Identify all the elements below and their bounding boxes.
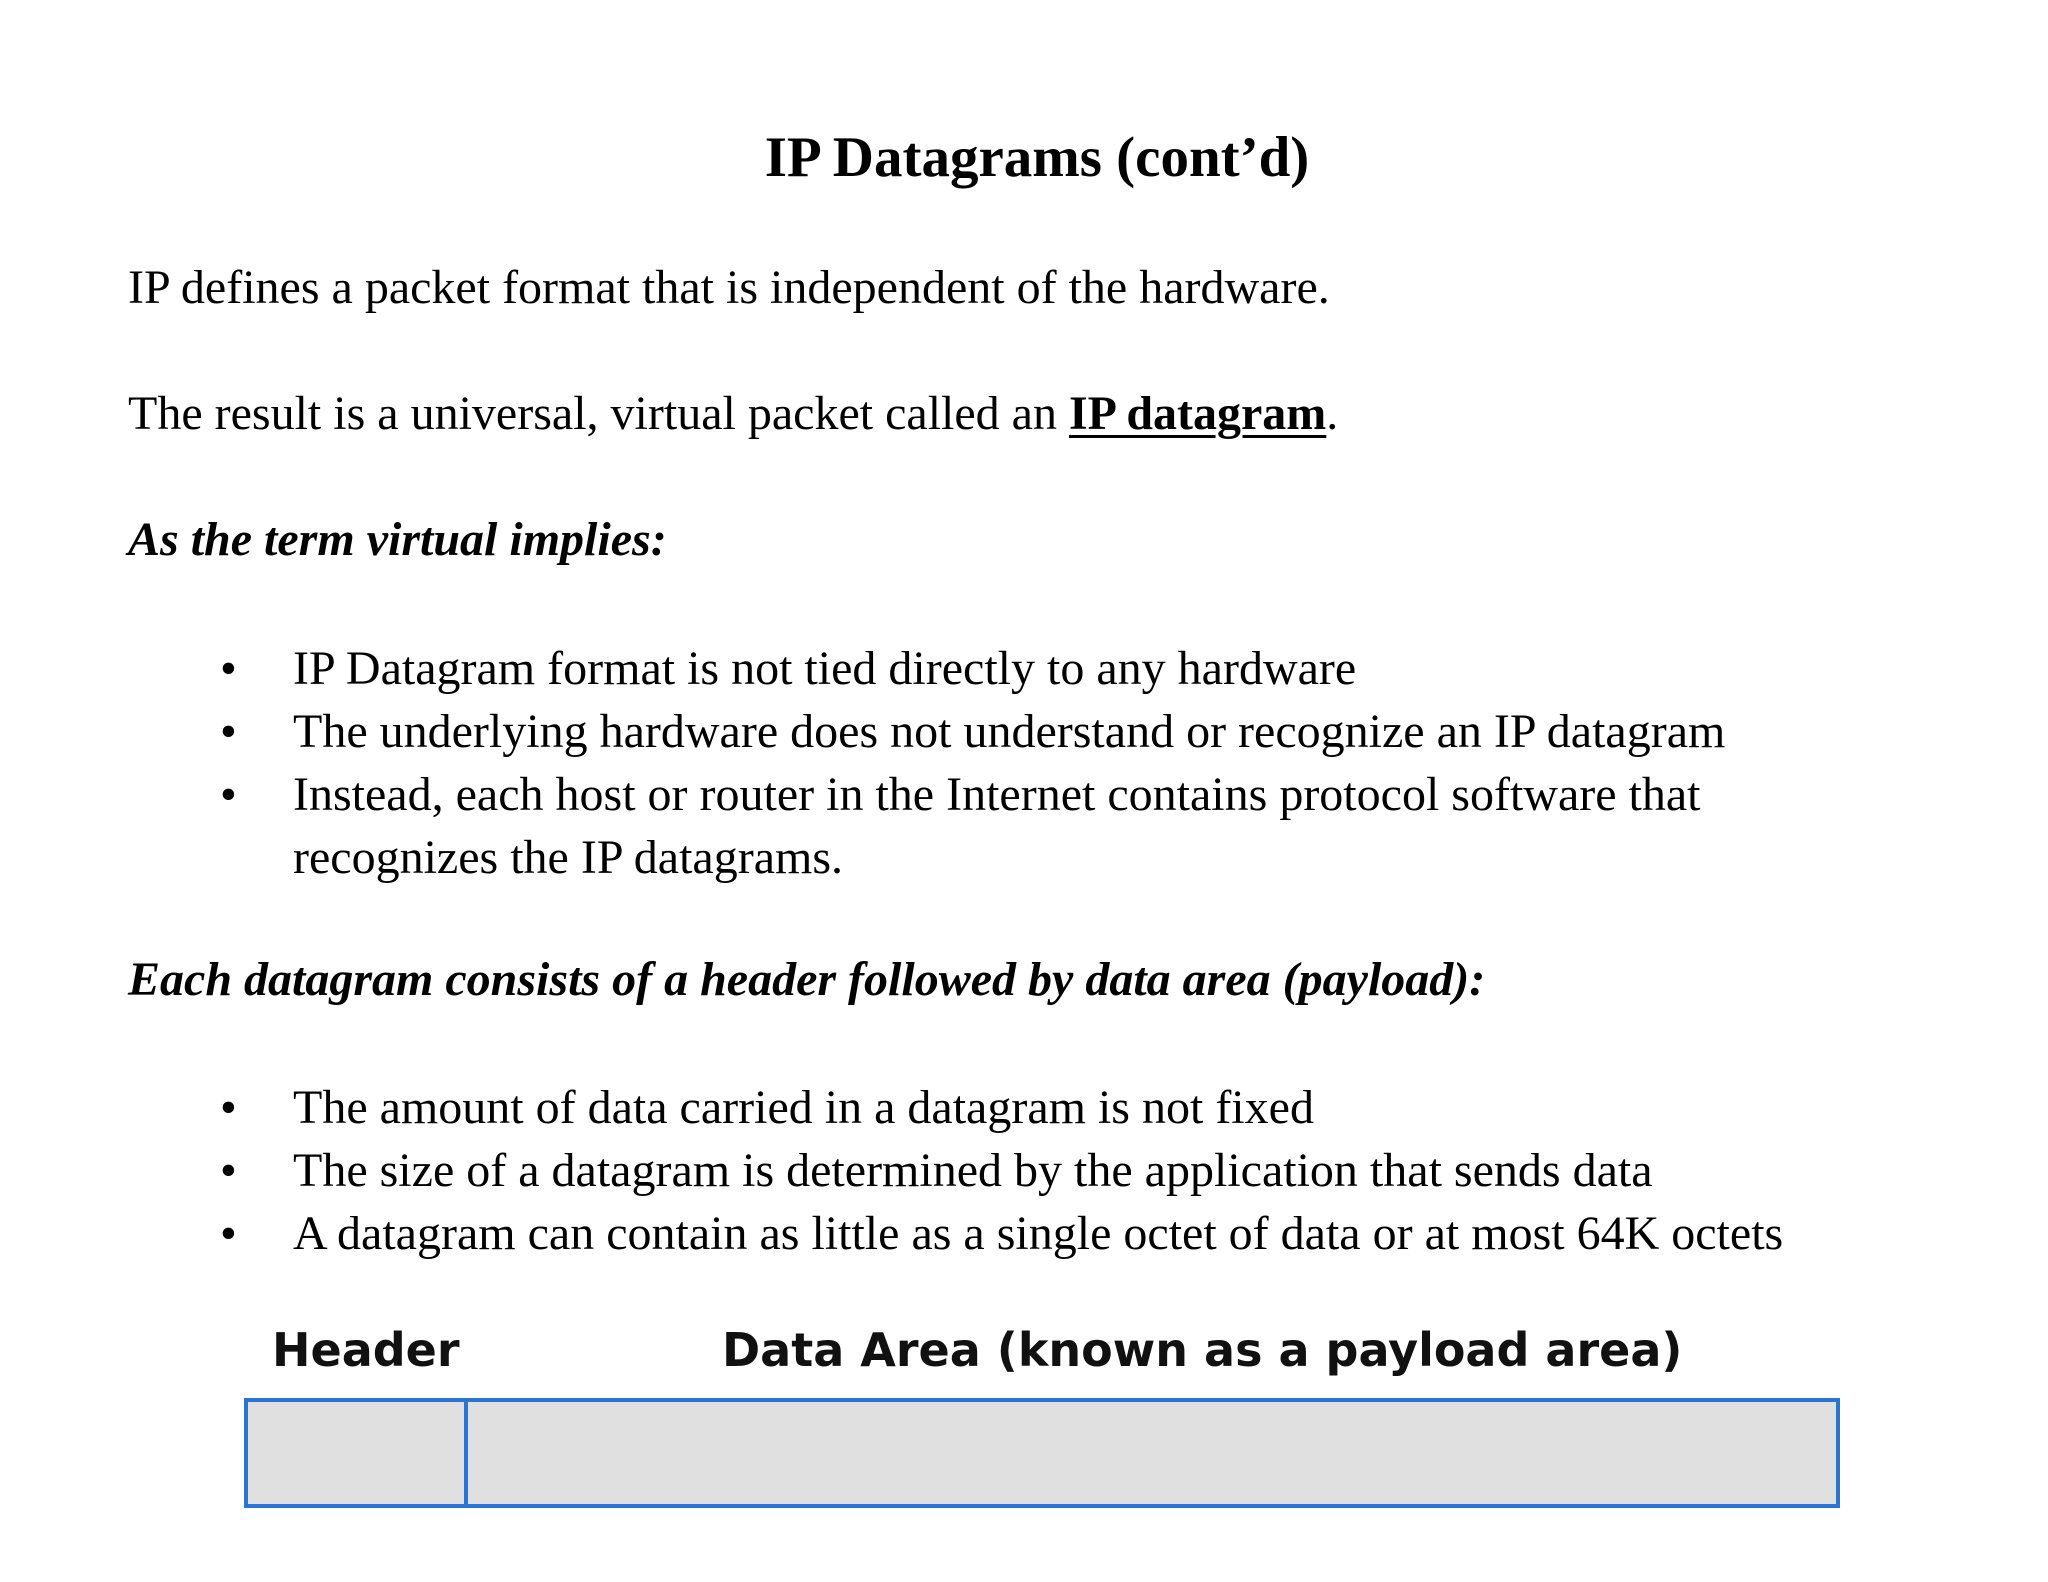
list-item <box>220 700 1870 763</box>
virtual-section-heading: As the term virtual implies: <box>128 513 667 566</box>
list-item <box>220 763 1870 889</box>
payload-bullet-list <box>220 1076 1970 1265</box>
payload-label: Data Area (known as a payload area) <box>722 1323 1683 1377</box>
datagram-packet <box>244 1398 1840 1508</box>
list-item <box>220 1139 1970 1202</box>
list-item <box>220 1202 1970 1265</box>
datagram-definition-paragraph <box>128 384 1338 444</box>
list-item <box>220 637 1870 700</box>
bullet-icon: • <box>220 1207 237 1260</box>
bullet-text: IP Datagram format is not tied directly to any hardware <box>293 642 1357 695</box>
bullet-icon: • <box>220 1081 237 1134</box>
bullet-text: A datagram can contain as little as a single octet of data or at most 64K octets <box>293 1207 1784 1260</box>
bullet-icon: • <box>220 705 237 758</box>
bullet-text: The size of a datagram is determined by the application that sends data <box>293 1144 1653 1197</box>
list-item <box>220 1076 1970 1139</box>
bullet-text: Instead, each host or router in the Internet contains protocol software that recognizes the IP datagrams. <box>293 768 1701 884</box>
virtual-bullet-list <box>220 637 1870 889</box>
payload-section-heading: Each datagram consists of a header followed by data area (payload): <box>128 953 1486 1006</box>
header-label: Header <box>272 1323 460 1377</box>
intro-paragraph: IP defines a packet format that is independent of the hardware. <box>128 261 1330 314</box>
bullet-icon: • <box>220 1144 237 1197</box>
payload-block <box>468 1402 1836 1504</box>
bullet-icon: • <box>220 768 237 821</box>
slide-title: IP Datagrams (cont’d) <box>764 126 1310 189</box>
datagram-diagram <box>244 1322 1844 1562</box>
header-block <box>248 1402 468 1504</box>
definition-prefix: The result is a universal, virtual packet called an <box>128 387 1069 440</box>
ip-datagram-term: IP datagram <box>1068 387 1327 440</box>
bullet-icon: • <box>220 642 237 695</box>
definition-suffix: . <box>1326 387 1339 440</box>
bullet-text: The amount of data carried in a datagram is not fixed <box>293 1081 1314 1134</box>
bullet-text: The underlying hardware does not understand or recognize an IP datagram <box>293 705 1726 758</box>
